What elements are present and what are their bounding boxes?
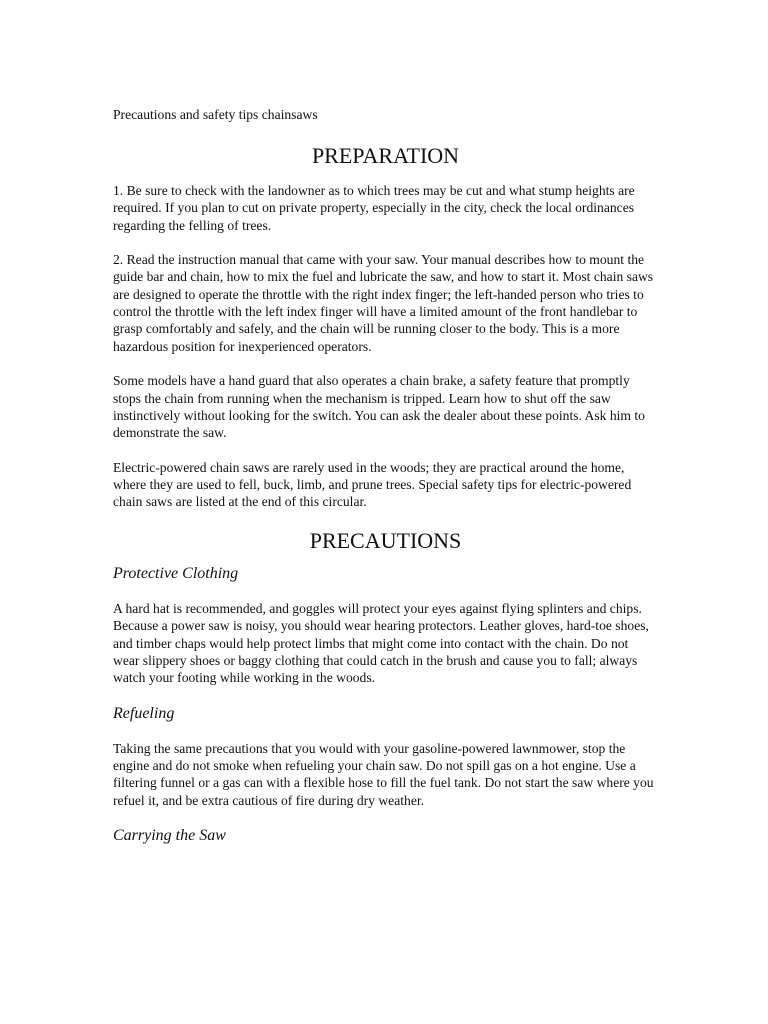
subheading-carrying-the-saw: Carrying the Saw xyxy=(113,827,226,845)
section-heading-preparation: PREPARATION xyxy=(311,143,460,168)
paragraph-landowner: 1. Be sure to check with the landowner as to which trees may be cut and what stump heights are required. If you plan to cut on private property, especially in the city, check the local ordinances regarding the felling of trees. xyxy=(113,183,635,233)
paragraph-protective-clothing: A hard hat is recommended, and goggles will protect your eyes against flying splinters and chips. Because a power saw is noisy, you should wear hearing protectors. Leather gloves, hard-toe shoes, and timber chaps would help protect limbs that might come into contact with the chain. Do not wear slippery shoes or baggy clothing that could catch in the brush and cause you to fall; always watch your footing while working in the woods. xyxy=(113,600,649,686)
section-heading-precautions: PRECAUTIONS xyxy=(309,527,462,553)
subheading-refueling: Refueling xyxy=(113,704,175,722)
paragraph-instruction-manual: 2. Read the instruction manual that came with your saw. Your manual describes how to mount the guide bar and chain, how to mix the fuel and lubricate the saw, and how to start it. Most chain saws are designed to operate the throttle with the right index finger; the left-handed person who tries to control the throttle with the left index finger will have a limited amount of the front handlebar to grasp comfortably and safely, and the chain will be running closer to the body. This is a more hazardous position for inexperienced operators. xyxy=(113,252,654,354)
paragraph-refueling: Taking the same precautions that you would with your gasoline-powered lawnmower, stop the engine and do not smoke when refueling your chain saw. Do not spill gas on a hot engine. Use a filtering funnel or a gas can with a flexible hose to fill the fuel tank. Do not start the saw where you refuel it, and be extra cautious of fire during dry weather. xyxy=(113,740,654,808)
document-page xyxy=(113,106,658,862)
paragraph-electric-saws: Electric-powered chain saws are rarely used in the woods; they are practical around the home, where they are used to fell, buck, limb, and prune trees. Special safety tips for electric-powered chain saws are listed at the end of this circular. xyxy=(113,459,632,510)
subheading-protective-clothing: Protective Clothing xyxy=(113,564,239,582)
paragraph-hand-guard: Some models have a hand guard that also operates a chain brake, a safety feature that promptly stops the chain from running when the mechanism is tripped. Learn how to shut off the saw instinctively without looking for the switch. You can ask the dealer about these points. Ask him to demonstrate the saw. xyxy=(113,373,645,441)
document-title: Precautions and safety tips chainsaws xyxy=(113,107,318,122)
